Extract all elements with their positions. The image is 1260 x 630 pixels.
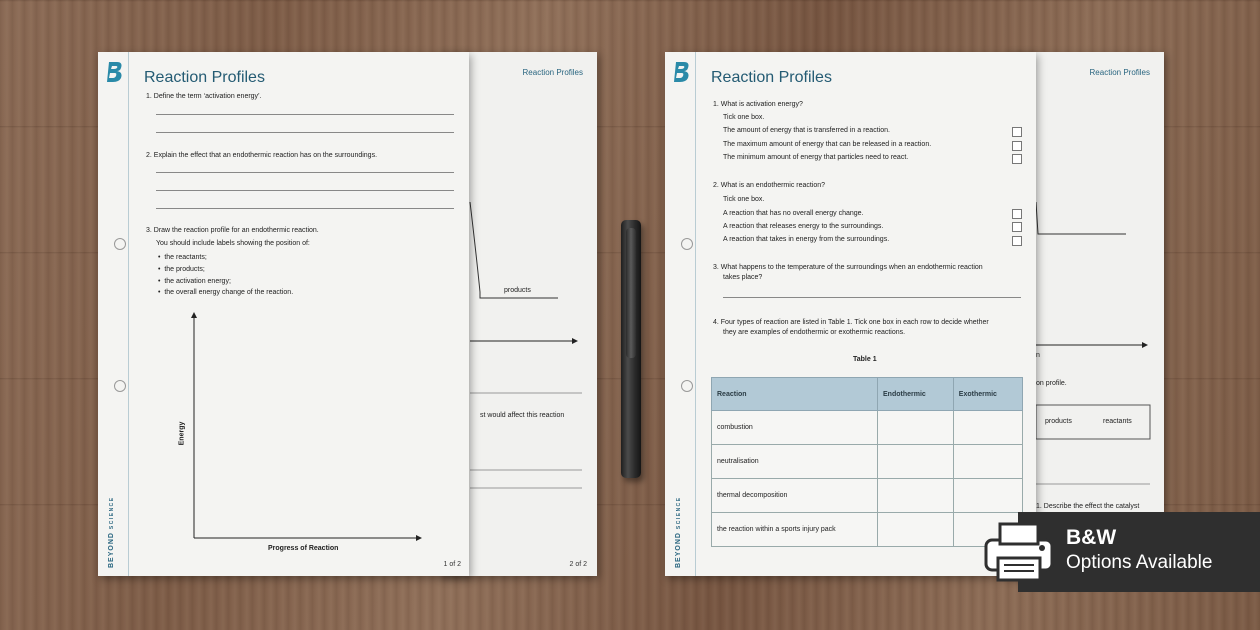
option-checkbox[interactable] [1012, 222, 1022, 232]
reactants-label: reactants [1103, 418, 1132, 425]
page-header: Reaction Profiles [522, 68, 583, 77]
option-text: A reaction that has no overall energy change. [723, 210, 864, 217]
table-cell: combustion [712, 411, 878, 445]
brand-text [675, 496, 682, 568]
answer-line [723, 297, 1021, 298]
printer-icon [984, 518, 1054, 582]
bullet-item: • the products; [158, 266, 205, 273]
table-cell: thermal decomposition [712, 479, 878, 513]
tick-cell[interactable] [878, 513, 954, 547]
bullet-text: the activation energy; [164, 278, 231, 285]
tick-cell[interactable] [878, 445, 954, 479]
question-1: 1. Define the term ‘activation energy’. [146, 93, 262, 100]
tick-cell[interactable] [953, 479, 1022, 513]
tick-cell[interactable] [878, 479, 954, 513]
products-label: products [504, 287, 531, 294]
table-row [712, 445, 1023, 479]
margin-line [695, 52, 696, 576]
brand-sub: SCIENCE [676, 496, 682, 530]
bullet-item: • the activation energy; [158, 278, 231, 285]
bullet-item: • the overall energy change of the reaction. [158, 289, 294, 296]
table-caption: Table 1 [853, 356, 877, 363]
pen-clip [626, 228, 636, 358]
x-axis-label: Progress of Reaction [268, 545, 339, 552]
tick-cell[interactable] [878, 411, 954, 445]
question-1: 1. What is activation energy? [713, 101, 803, 108]
option-text: The minimum amount of energy that particles need to react. [723, 154, 909, 161]
banner-subtitle: Options Available [1066, 552, 1213, 573]
option-checkbox[interactable] [1012, 141, 1022, 151]
bullet-item: • the reactants; [158, 254, 207, 261]
text-fragment: on profile. [1036, 380, 1067, 387]
table-header-row [712, 378, 1023, 411]
reaction-table [711, 377, 1023, 547]
question-2: 2. Explain the effect that an endothermic reaction has on the surroundings. [146, 152, 378, 159]
option-text: The maximum amount of energy that can be released in a reaction. [723, 141, 932, 148]
blank-axes [98, 52, 469, 576]
option-text: A reaction that releases energy to the surroundings. [723, 223, 884, 230]
right-front-page [665, 52, 1036, 576]
left-front-page [98, 52, 469, 576]
page-title: Reaction Profiles [711, 69, 832, 86]
question-3-cont: takes place? [723, 274, 763, 281]
page-header: Reaction Profiles [1089, 68, 1150, 77]
bw-options-banner [1018, 512, 1260, 592]
question-3-instruction: You should include labels showing the position of: [156, 240, 310, 247]
table-header: Exothermic [953, 378, 1022, 411]
table-header: Reaction [712, 378, 878, 411]
text-fragment: n [1036, 352, 1040, 359]
tick-instruction: Tick one box. [723, 114, 765, 121]
brand-name: BEYOND [108, 532, 115, 568]
bullet-text: the products; [164, 266, 205, 273]
question-3: 3. What happens to the temperature of the surroundings when an endothermic reaction [713, 264, 983, 271]
table-row [712, 513, 1023, 547]
table-cell: the reaction within a sports injury pack [712, 513, 878, 547]
question-4-cont: they are examples of endothermic or exothermic reactions. [723, 329, 906, 336]
page-number: 1 of 2 [443, 561, 461, 568]
question-3: 3. Draw the reaction profile for an endothermic reaction. [146, 227, 319, 234]
option-text: The amount of energy that is transferred in a reaction. [723, 127, 890, 134]
brand-sub: SCIENCE [109, 496, 115, 530]
table-cell: neutralisation [712, 445, 878, 479]
page-number: 2 of 2 [569, 561, 587, 568]
table-row [712, 411, 1023, 445]
table-row [712, 479, 1023, 513]
bullet-text: the reactants; [164, 254, 207, 261]
tick-cell[interactable] [953, 411, 1022, 445]
y-axis-label: Energy [178, 421, 186, 446]
option-text: A reaction that takes in energy from the surroundings. [723, 236, 890, 243]
question-fragment: st would affect this reaction [480, 412, 565, 419]
tick-cell[interactable] [953, 445, 1022, 479]
beyond-logo-icon [673, 61, 691, 83]
punch-hole [681, 238, 693, 250]
products-label: products [1045, 418, 1072, 425]
question-2: 2. What is an endothermic reaction? [713, 182, 826, 189]
option-checkbox[interactable] [1012, 127, 1022, 137]
brand-name: BEYOND [675, 532, 682, 568]
table-header: Endothermic [878, 378, 954, 411]
tick-instruction: Tick one box. [723, 196, 765, 203]
option-checkbox[interactable] [1012, 154, 1022, 164]
bullet-text: the overall energy change of the reaction. [164, 289, 294, 296]
question-4: 4. Four types of reaction are listed in Table 1. Tick one box in each row to decide whether [713, 319, 989, 326]
page-title: Reaction Profiles [144, 69, 265, 86]
punch-hole [681, 380, 693, 392]
text-fragment: 1. Describe the effect the catalyst [1036, 503, 1140, 510]
option-checkbox[interactable] [1012, 236, 1022, 246]
banner-title: B&W [1066, 526, 1117, 549]
option-checkbox[interactable] [1012, 209, 1022, 219]
